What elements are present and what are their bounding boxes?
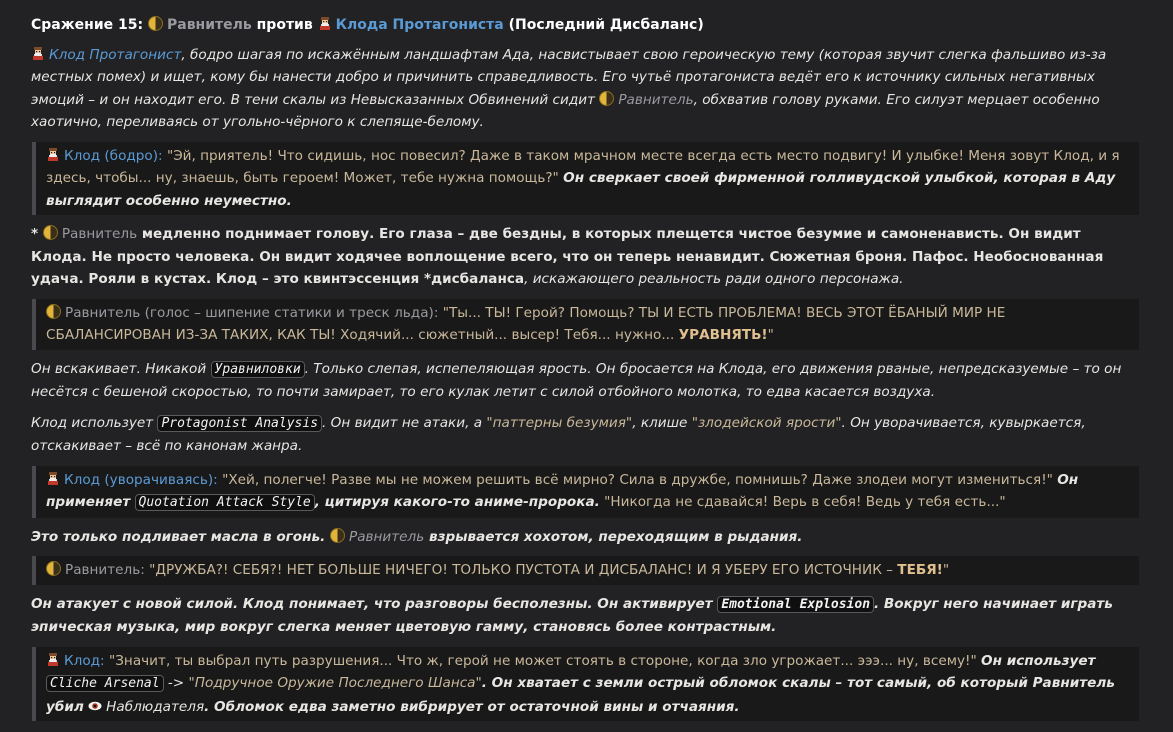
title-klod-name: Клода Протагониста	[335, 17, 504, 33]
rav-name: Равнитель	[618, 91, 694, 108]
asterisk: *	[31, 226, 39, 242]
action-text: Он использует	[981, 652, 1096, 669]
narration-text: медленно поднимает голову. Его глаза – две бездны, в которых плещется чистое безумие и самоненависть. Он видит Клода. Не просто человека. Он видит ходячее воплощение всего, что он теперь ненавидит. Сюжетная броня. Пафос. Необоснованная удача. Рояли в кустах. Клод – это квинтэссенция *дисбаланса	[31, 226, 1104, 287]
eye-icon	[88, 701, 102, 711]
action-text: , цитируя какого-то аниме-пророка.	[314, 494, 600, 510]
title-suffix: (Последний Дисбаланс)	[508, 17, 704, 33]
speech-text: "Значит, ты выбрал путь разрушения... Что ж, герой не может стоять в стороне, когда зло угрожает... эээ... ну, всему!"	[108, 652, 977, 669]
narration-text: . Он видит не атаки, а	[322, 414, 483, 431]
action-text: . Обломок едва заметно вибрирует от остаточной вины и отчаяния.	[204, 698, 740, 715]
title-rav-name: Равнитель	[166, 17, 252, 33]
narration-text: . Вокруг него начинает играть эпическая музыка, мир вокруг слегка меняет цветовую гамму, становясь более контрастным.	[31, 595, 1113, 635]
quoted-term: "паттерны безумия"	[486, 414, 633, 431]
speech-text: "ДРУЖБА?! СЕБЯ?! НЕТ БОЛЬШЕ НИЧЕГО! ТОЛЬКО ПУСТОТА И ДИСБАЛАНС! И Я УБЕРУ ЕГО ИСТОЧНИК –	[149, 562, 893, 578]
narration-text: . Он уворачивается, кувыркается, отскакивает – всё по канонам жанра.	[31, 414, 1086, 454]
skill-code: Emotional Explosion	[717, 596, 874, 613]
narration-text: , искажающего реальность ради одного персонажа.	[524, 271, 904, 287]
speaker-label: Клод (бодро):	[64, 147, 163, 164]
narration-text: взрывается хохотом, переходящим в рыдания.	[428, 528, 803, 545]
action-text: Он сверкает своей фирменной голливудской улыбкой, которая в Аду выглядит особенно неуместно.	[46, 170, 1116, 209]
narration-paragraph-3	[31, 358, 1139, 404]
wizard-emoji-icon	[46, 653, 60, 667]
dialogue-quote-2	[32, 299, 1139, 350]
skill-code: Уравниловки	[211, 361, 305, 378]
wizard-emoji-icon	[46, 148, 60, 162]
rav-name: Равнитель	[61, 226, 138, 242]
speech-emphasis: УРАВНЯТЬ!	[678, 327, 768, 343]
quoted-term: "Подручное Оружие Последнего Шанса"	[188, 675, 482, 691]
narration-text: , клише	[632, 414, 688, 431]
speech-text: "Хей, полегче! Разве мы не можем решить всё мирно? Сила в дружбе, помнишь? Даже злодеи могут измениться!"	[222, 471, 1053, 488]
skill-code: Cliche Arsenal	[46, 675, 164, 692]
dialogue-quote-5	[32, 647, 1139, 722]
dialogue-quote-3	[32, 466, 1139, 518]
narration-text: , бодро шагая по искажённым ландшафтам Ада, насвистывает свою героическую тему (которая звучит слегка фальшиво из-за местных помех) и ищет, кому бы нанести добро и причинить справедливость. Его чутьё протагониста ведёт его к источнику сильных негативных эмоций – и он находит его. В тени скалы из Невысказанных Обвинений сидит	[31, 46, 1107, 108]
half-moon-icon	[148, 16, 163, 31]
action-text: . Он хватает с земли острый обломок скалы – тот самый, об который Равнитель убил	[46, 675, 1115, 715]
narration-paragraph-5	[31, 526, 1139, 549]
skill-code: Quotation Attack Style	[135, 494, 315, 511]
speaker-label: Равнитель (голос – шипение статики и треск льда):	[65, 304, 439, 321]
klod-name: Клод Протагонист	[49, 46, 182, 63]
speech-text: "Эй, приятель! Что сидишь, нос повесил? Даже в таком мрачном месте всегда есть место подвигу! И улыбке! Меня зовут Клод, и я здесь, чтобы... ну, знаешь, быть героем! Может, тебе нужна помощь?"	[46, 147, 1120, 186]
half-moon-icon	[599, 91, 614, 106]
speech-text: "Ты... ТЫ! Герой? Помощь? ТЫ И ЕСТЬ ПРОБЛЕМА! ВЕСЬ ЭТОТ ЁБАНЫЙ МИР НЕ СБАЛАНСИРОВАН ИЗ-ЗА ТАКИХ, КАК ТЫ! Ходячий... сюжетный... высер! Тебя... нужно...	[46, 304, 1006, 343]
narration-text: Клод использует	[31, 414, 154, 431]
half-moon-icon	[46, 561, 61, 576]
narration-text: . Только слепая, испепеляющая ярость. Он бросается на Клода, его движения рваные, непредсказуемые – то он несётся с бешеной скоростью, то почти замирает, то его кулак летит с силой отбойного молотка, то едва касается воздуха.	[31, 360, 1122, 400]
narration-text: Он атакует с новой силой. Клод понимает, что разговоры бесполезны. Он активирует	[31, 595, 713, 612]
speech-end: "	[942, 562, 950, 578]
speaker-label: Равнитель:	[65, 562, 145, 578]
speaker-label: Клод (уворачиваясь):	[64, 471, 218, 488]
narration-text: Он вскакивает. Никакой	[31, 360, 207, 377]
battle-title	[31, 14, 1139, 37]
action-text: Он применяет	[46, 471, 1079, 510]
rav-name: Равнитель	[349, 528, 425, 545]
wizard-emoji-icon	[46, 472, 60, 486]
narration-paragraph-6	[31, 593, 1139, 639]
skill-code: Protagonist Analysis	[157, 415, 322, 432]
quoted-term: "злодейской ярости"	[691, 414, 842, 431]
wizard-emoji-icon	[318, 17, 332, 31]
dialogue-quote-4	[32, 556, 1139, 585]
narration-paragraph-1	[31, 44, 1139, 134]
speech-text: "Никогда не сдавайся! Верь в себя! Ведь у тебя есть..."	[604, 494, 1006, 510]
wizard-emoji-icon	[31, 47, 45, 61]
observer-name: Наблюдателя	[106, 698, 205, 715]
narration-text: , обхватив голову руками. Его силуэт мерцает особенно хаотично, переливаясь от угольно-чёрного к слепяще-белому.	[31, 91, 1100, 130]
half-moon-icon	[43, 225, 58, 240]
narration-text: Это только подливает масла в огонь.	[31, 528, 326, 545]
speech-emphasis: ТЕБЯ!	[897, 562, 943, 578]
title-prefix: Сражение 15:	[31, 17, 144, 33]
speech-end: "	[767, 327, 774, 343]
narration-paragraph-2	[31, 223, 1139, 291]
title-versus: против	[256, 17, 313, 33]
half-moon-icon	[330, 528, 345, 543]
narration-paragraph-4	[31, 412, 1139, 458]
arrow: ->	[167, 675, 185, 691]
half-moon-icon	[46, 304, 61, 319]
dialogue-quote-1	[32, 142, 1139, 216]
speaker-label: Клод:	[64, 652, 105, 669]
